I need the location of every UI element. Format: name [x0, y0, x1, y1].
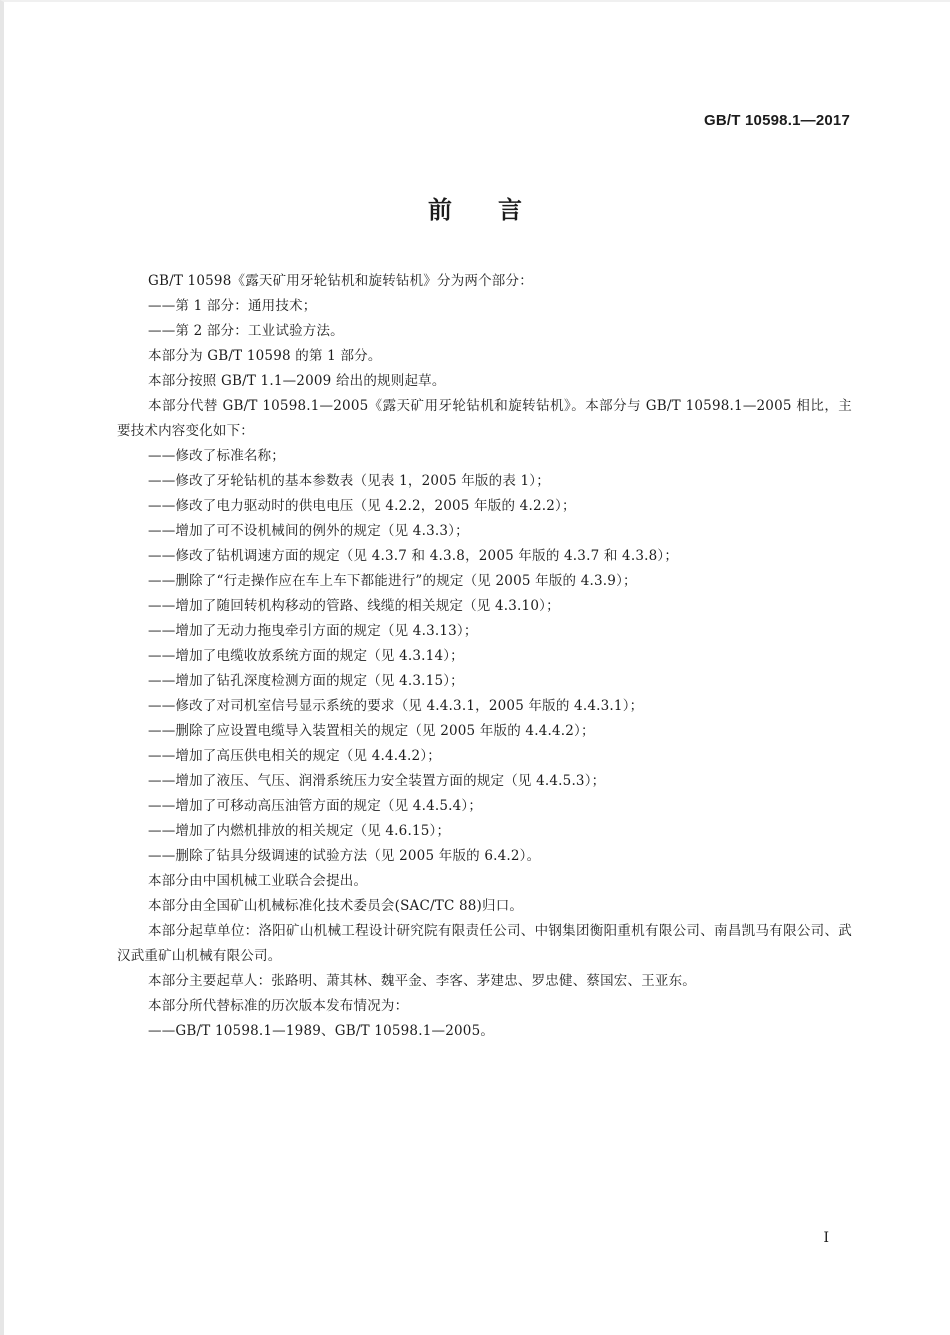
history-intro-paragraph: 本部分所代替标准的历次版本发布情况为： — [148, 998, 409, 1014]
drafters-paragraph: 本部分主要起草人：张路明、萧其林、魏平金、李客、茅建忠、罗忠健、蔡国宏、王亚东。 — [148, 973, 696, 989]
intro-paragraph: GB/T 10598《露天矿用牙轮钻机和旋转钻机》分为两个部分： — [148, 273, 533, 289]
change-item: ——修改了牙轮钻机的基本参数表（见表 1，2005 年版的表 1）； — [148, 473, 550, 489]
change-item: ——增加了可不设机械间的例外的规定（见 4.3.3）； — [148, 523, 469, 539]
change-item: ——删除了钻具分级调速的试验方法（见 2005 年版的 6.4.2）。 — [148, 848, 541, 864]
change-item: ——增加了随回转机构移动的管路、线缆的相关规定（见 4.3.10）； — [148, 598, 560, 614]
change-item: ——增加了无动力拖曳牵引方面的规定（见 4.3.13）； — [148, 623, 478, 639]
page-title: 前言 — [428, 196, 568, 224]
part-item: ——第 1 部分：通用技术； — [148, 298, 317, 314]
change-item: ——增加了电缆收放系统方面的规定（见 4.3.14）； — [148, 648, 464, 664]
standard-number: GB/T 10598.1—2017 — [704, 112, 850, 129]
history-item: ——GB/T 10598.1—1989、GB/T 10598.1—2005。 — [148, 1023, 495, 1039]
change-item: ——修改了钻机调速方面的规定（见 4.3.7 和 4.3.8，2005 年版的 4.3.7 和 4.3.8）； — [148, 548, 679, 564]
drafting-rules-paragraph: 本部分按照 GB/T 1.1—2009 给出的规则起草。 — [148, 373, 446, 389]
change-item: ——修改了标准名称； — [148, 448, 285, 464]
foreword-body — [117, 269, 852, 1044]
change-item: ——删除了“行走操作应在车上车下都能进行”的规定（见 2005 年版的 4.3.9）； — [148, 573, 637, 589]
drafting-units-paragraph: 本部分起草单位：洛阳矿山机械工程设计研究院有限责任公司、中钢集团衡阳重机有限公司、南昌凯马有限公司、武汉武重矿山机械有限公司。 — [117, 923, 852, 964]
change-item: ——删除了应设置电缆导入装置相关的规定（见 2005 年版的 4.4.4.2）； — [148, 723, 595, 739]
change-item: ——增加了钻孔深度检测方面的规定（见 4.3.15）； — [148, 673, 464, 689]
change-item: ——增加了液压、气压、润滑系统压力安全装置方面的规定（见 4.4.5.3）； — [148, 773, 606, 789]
proposed-by-paragraph: 本部分由中国机械工业联合会提出。 — [148, 873, 368, 889]
change-item: ——增加了高压供电相关的规定（见 4.4.4.2）； — [148, 748, 441, 764]
page-number: I — [823, 1230, 829, 1246]
replaces-paragraph: 本部分代替 GB/T 10598.1—2005《露天矿用牙轮钻机和旋转钻机》。本部分与 GB/T 10598.1—2005 相比，主要技术内容变化如下： — [117, 398, 852, 439]
change-item: ——增加了可移动高压油管方面的规定（见 4.4.5.4）； — [148, 798, 483, 814]
change-item: ——增加了内燃机排放的相关规定（见 4.6.15）； — [148, 823, 451, 839]
change-item: ——修改了电力驱动时的供电电压（见 4.2.2，2005 年版的 4.2.2）； — [148, 498, 576, 514]
centralized-by-paragraph: 本部分由全国矿山机械标准化技术委员会(SAC/TC 88)归口。 — [148, 898, 524, 914]
part-item: ——第 2 部分：工业试验方法。 — [148, 323, 344, 339]
this-part-paragraph: 本部分为 GB/T 10598 的第 1 部分。 — [148, 348, 382, 364]
change-item: ——修改了对司机室信号显示系统的要求（见 4.4.3.1，2005 年版的 4.4.3.1）； — [148, 698, 644, 714]
